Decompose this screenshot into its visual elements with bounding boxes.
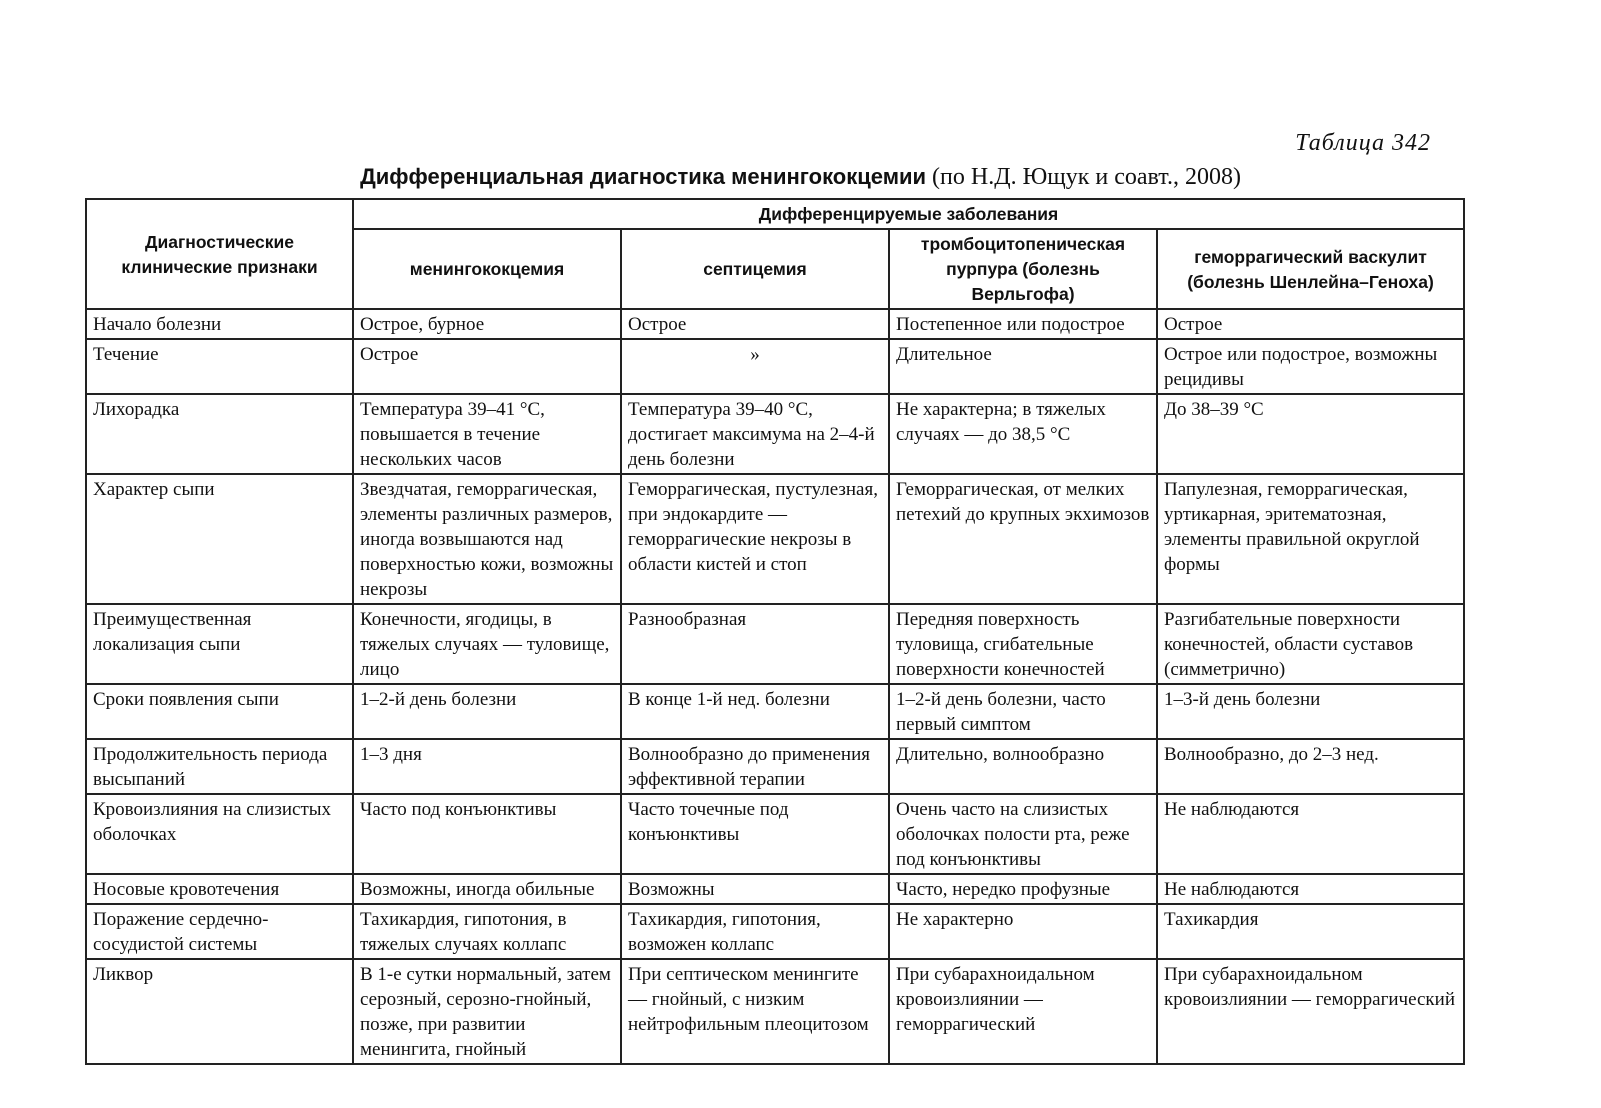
- cell-septicemia: Температура 39–40 °С, достигает максимума на 2–4-й день болезни: [621, 394, 889, 474]
- cell-septicemia: Острое: [621, 309, 889, 339]
- cell-septicemia: »: [621, 339, 889, 394]
- row-sign: Течение: [86, 339, 353, 394]
- cell-meningococcemia: Тахикардия, гипотония, в тяжелых случаях коллапс: [353, 904, 621, 959]
- cell-septicemia: При септическом менингите — гнойный, с низким нейтрофильным плеоцитозом: [621, 959, 889, 1064]
- row-sign: Носовые кровотечения: [86, 874, 353, 904]
- cell-septicemia: Возможны: [621, 874, 889, 904]
- table-row: [86, 794, 1464, 874]
- cell-vasculitis: Тахикардия: [1157, 904, 1464, 959]
- table-row: [86, 309, 1464, 339]
- header-group: Дифференцируемые заболевания: [353, 199, 1464, 229]
- cell-vasculitis: До 38–39 °С: [1157, 394, 1464, 474]
- cell-meningococcemia: В 1-е сутки нормальный, затем серозный, серозно-гнойный, позже, при развитии менингита, гнойный: [353, 959, 621, 1064]
- row-sign: Ликвор: [86, 959, 353, 1064]
- table-caption: [0, 164, 1601, 191]
- header-hemorrhagic-vasculitis: геморрагический васкулит (болезнь Шенлейна–Геноха): [1157, 229, 1464, 309]
- cell-vasculitis: Острое или подострое, возможны рецидивы: [1157, 339, 1464, 394]
- diagnostics-table: [85, 198, 1465, 1065]
- cell-vasculitis: Не наблюдаются: [1157, 794, 1464, 874]
- cell-purpura: Не характерна; в тяжелых случаях — до 38,5 °С: [889, 394, 1157, 474]
- table-row: [86, 739, 1464, 794]
- table-row: [86, 474, 1464, 604]
- cell-purpura: Часто, нередко профузные: [889, 874, 1157, 904]
- table-row: [86, 339, 1464, 394]
- cell-vasculitis: Папулезная, геморрагическая, уртикарная, эритематозная, элементы правильной округлой формы: [1157, 474, 1464, 604]
- row-sign: Продолжительность периода высыпаний: [86, 739, 353, 794]
- cell-vasculitis: 1–3-й день болезни: [1157, 684, 1464, 739]
- table-row: [86, 604, 1464, 684]
- cell-meningococcemia: Конечности, ягодицы, в тяжелых случаях — туловище, лицо: [353, 604, 621, 684]
- cell-meningococcemia: Острое: [353, 339, 621, 394]
- table-row: [86, 684, 1464, 739]
- row-sign: Начало болезни: [86, 309, 353, 339]
- cell-septicemia: В конце 1-й нед. болезни: [621, 684, 889, 739]
- header-meningococcemia: менингококцемия: [353, 229, 621, 309]
- cell-purpura: Постепенное или подострое: [889, 309, 1157, 339]
- cell-meningococcemia: 1–2-й день болезни: [353, 684, 621, 739]
- cell-purpura: Длительно, волнообразно: [889, 739, 1157, 794]
- row-sign: Сроки появления сыпи: [86, 684, 353, 739]
- cell-vasculitis: При субарахноидальном кровоизлиянии — геморрагический: [1157, 959, 1464, 1064]
- cell-septicemia: Разнообразная: [621, 604, 889, 684]
- cell-meningococcemia: Звездчатая, геморрагическая, элементы различных размеров, иногда возвышаются над поверхностью кожи, возможны некрозы: [353, 474, 621, 604]
- cell-vasculitis: Острое: [1157, 309, 1464, 339]
- row-sign: Преимущественная локализация сыпи: [86, 604, 353, 684]
- cell-septicemia: Часто точечные под конъюнктивы: [621, 794, 889, 874]
- row-sign: Поражение сердечно-сосудистой системы: [86, 904, 353, 959]
- cell-purpura: Очень часто на слизистых оболочках полости рта, реже под конъюнктивы: [889, 794, 1157, 874]
- cell-purpura: 1–2-й день болезни, часто первый симптом: [889, 684, 1157, 739]
- cell-meningococcemia: Возможны, иногда обильные: [353, 874, 621, 904]
- header-septicemia: септицемия: [621, 229, 889, 309]
- cell-vasculitis: Не наблюдаются: [1157, 874, 1464, 904]
- table-row: [86, 959, 1464, 1064]
- cell-meningococcemia: Острое, бурное: [353, 309, 621, 339]
- row-sign: Лихорадка: [86, 394, 353, 474]
- row-sign: Характер сыпи: [86, 474, 353, 604]
- table-row: [86, 904, 1464, 959]
- cell-septicemia: Тахикардия, гипотония, возможен коллапс: [621, 904, 889, 959]
- table-row: [86, 874, 1464, 904]
- header-thrombocytopenic-purpura: тромбоцитопеническая пурпура (болезнь Верльгофа): [889, 229, 1157, 309]
- row-sign: Кровоизлияния на слизистых оболочках: [86, 794, 353, 874]
- cell-purpura: Передняя поверхность туловища, сгибательные поверхности конечностей: [889, 604, 1157, 684]
- cell-meningococcemia: Часто под конъюнктивы: [353, 794, 621, 874]
- caption-title: Дифференциальная диагностика менингококцемии: [360, 164, 927, 189]
- cell-septicemia: Геморрагическая, пустулезная, при эндокардите — геморрагические некрозы в области кистей и стоп: [621, 474, 889, 604]
- cell-septicemia: Волнообразно до применения эффективной терапии: [621, 739, 889, 794]
- cell-purpura: Геморрагическая, от мелких петехий до крупных экхимозов: [889, 474, 1157, 604]
- caption-source: (по Н.Д. Ющук и соавт., 2008): [926, 164, 1241, 190]
- table-number: Таблица 342: [1295, 130, 1431, 156]
- cell-purpura: При субарахноидальном кровоизлиянии — геморрагический: [889, 959, 1157, 1064]
- cell-purpura: Не характерно: [889, 904, 1157, 959]
- cell-vasculitis: Разгибательные поверхности конечностей, области суставов (симметрично): [1157, 604, 1464, 684]
- cell-purpura: Длительное: [889, 339, 1157, 394]
- cell-vasculitis: Волнообразно, до 2–3 нед.: [1157, 739, 1464, 794]
- cell-meningococcemia: Температура 39–41 °С, повышается в течение нескольких часов: [353, 394, 621, 474]
- header-signs: Диагностические клинические признаки: [86, 199, 353, 309]
- table-row: [86, 394, 1464, 474]
- cell-meningococcemia: 1–3 дня: [353, 739, 621, 794]
